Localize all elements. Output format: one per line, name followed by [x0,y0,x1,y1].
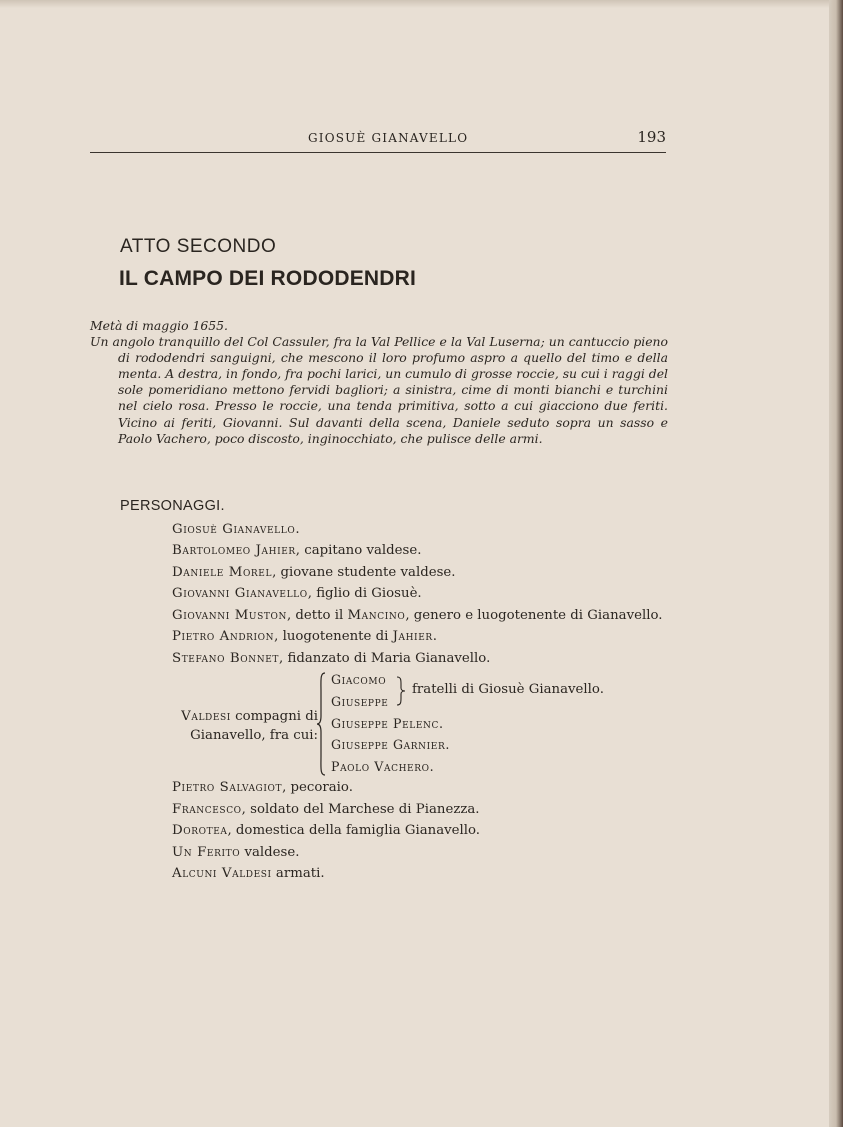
cast-desc: , pecoraio. [282,780,353,795]
cast-desc: , capitano valdese. [295,543,422,558]
cast-entry [172,608,662,623]
stage-description: Un angolo tranquillo del Col Cassuler, fra la Val Pellice e la Val Luserna; un cantuccio pieno di rododendri sanguigni, che mescono il loro profumo aspro a quello del timo e della menta. A destra, in fondo, fra pochi larici, un cumulo di grosse roccie, su cui i raggi del sole pomeridiano mettono fervidi bagliori; a sinistra, cime di monti bianchi e turchini nel cielo rosa. Presso le roccie, una tenda primitiva, sotto a cui giacciono due feriti. Vicino ai feriti, Giovanni. Sul davanti della scena, Daniele seduto sopra un sasso e Paolo Vachero, poco discosto, inginocchiato, che pulisce delle armi. [90,334,669,446]
running-head [90,126,666,153]
cast-name: Stefano Bonnet [172,651,279,666]
stage-date: Metà di maggio 1655. [90,318,228,333]
cast-desc: . [432,629,437,644]
cast-desc: , fidanzato di Maria Gianavello. [279,651,491,666]
left-brace-icon [316,672,326,776]
cast-desc: , detto il [286,608,348,623]
cast-name: Giovanni Gianavello [172,586,308,601]
page-number: 193 [637,128,666,146]
right-brace-icon [396,676,406,706]
cast-name: Jahier [392,629,433,644]
act-heading: ATTO SECONDO [120,236,277,257]
brother-name: Giacomo [331,672,387,687]
cast-entry [172,565,456,580]
cast-name: Giosuè Gianavello [172,522,296,537]
running-head-title: GIOSUÈ GIANAVELLO [308,131,469,145]
cast-desc: valdese. [240,845,300,860]
cast-name: Un Ferito [172,845,241,860]
cast-entry [172,802,480,817]
cast-desc: , giovane studente valdese. [272,565,456,580]
cast-name: Pietro Salvagiot [172,780,283,795]
cast-entry [172,586,422,601]
cast-name: Mancino [347,608,406,623]
cast-entry [172,780,353,795]
scene-title: IL CAMPO DEI RODODENDRI [119,267,417,290]
personaggi-heading: PERSONAGGI. [120,498,225,514]
valdese-name: Paolo Vachero. [331,759,435,774]
brother-name: Giuseppe [331,694,389,709]
cast-entry [172,522,300,537]
brothers-note: fratelli di Giosuè Gianavello. [412,682,604,697]
cast-name: Giovanni Muston [172,608,287,623]
cast-desc: . [295,522,300,537]
cast-desc: , luogotenente di [274,629,393,644]
cast-entry [172,651,490,666]
cast-entry [172,845,299,860]
cast-desc: , genero e luogotenente di Gianavello. [405,608,663,623]
valdesi-label-line1: compagni di [230,709,318,724]
cast-name: Francesco [172,802,242,817]
cast-name: Daniele Morel [172,565,273,580]
cast-name: Bartolomeo Jahier [172,543,296,558]
page-top-edge [0,0,835,8]
stage-directions [90,318,668,447]
cast-entry [172,629,437,644]
page-edge [829,0,843,1127]
cast-name: Pietro Andrion [172,629,275,644]
cast-desc: , soldato del Marchese di Pianezza. [241,802,480,817]
cast-entry [172,543,421,558]
cast-name: Dorotea [172,823,228,838]
cast-entry [172,866,325,881]
cast-desc: , figlio di Giosuè. [307,586,422,601]
valdese-name: Giuseppe Garnier. [331,737,450,752]
valdesi-label-line2: Gianavello, fra cui: [190,728,318,743]
valdesi-group-label [172,707,318,745]
cast-desc: , domestica della famiglia Gianavello. [227,823,481,838]
cast-name: Alcuni Valdesi [172,866,272,881]
cast-entry [172,823,480,838]
valdese-name: Giuseppe Pelenc. [331,716,444,731]
valdesi-label-name: Valdesi [181,709,231,724]
cast-desc: armati. [271,866,325,881]
